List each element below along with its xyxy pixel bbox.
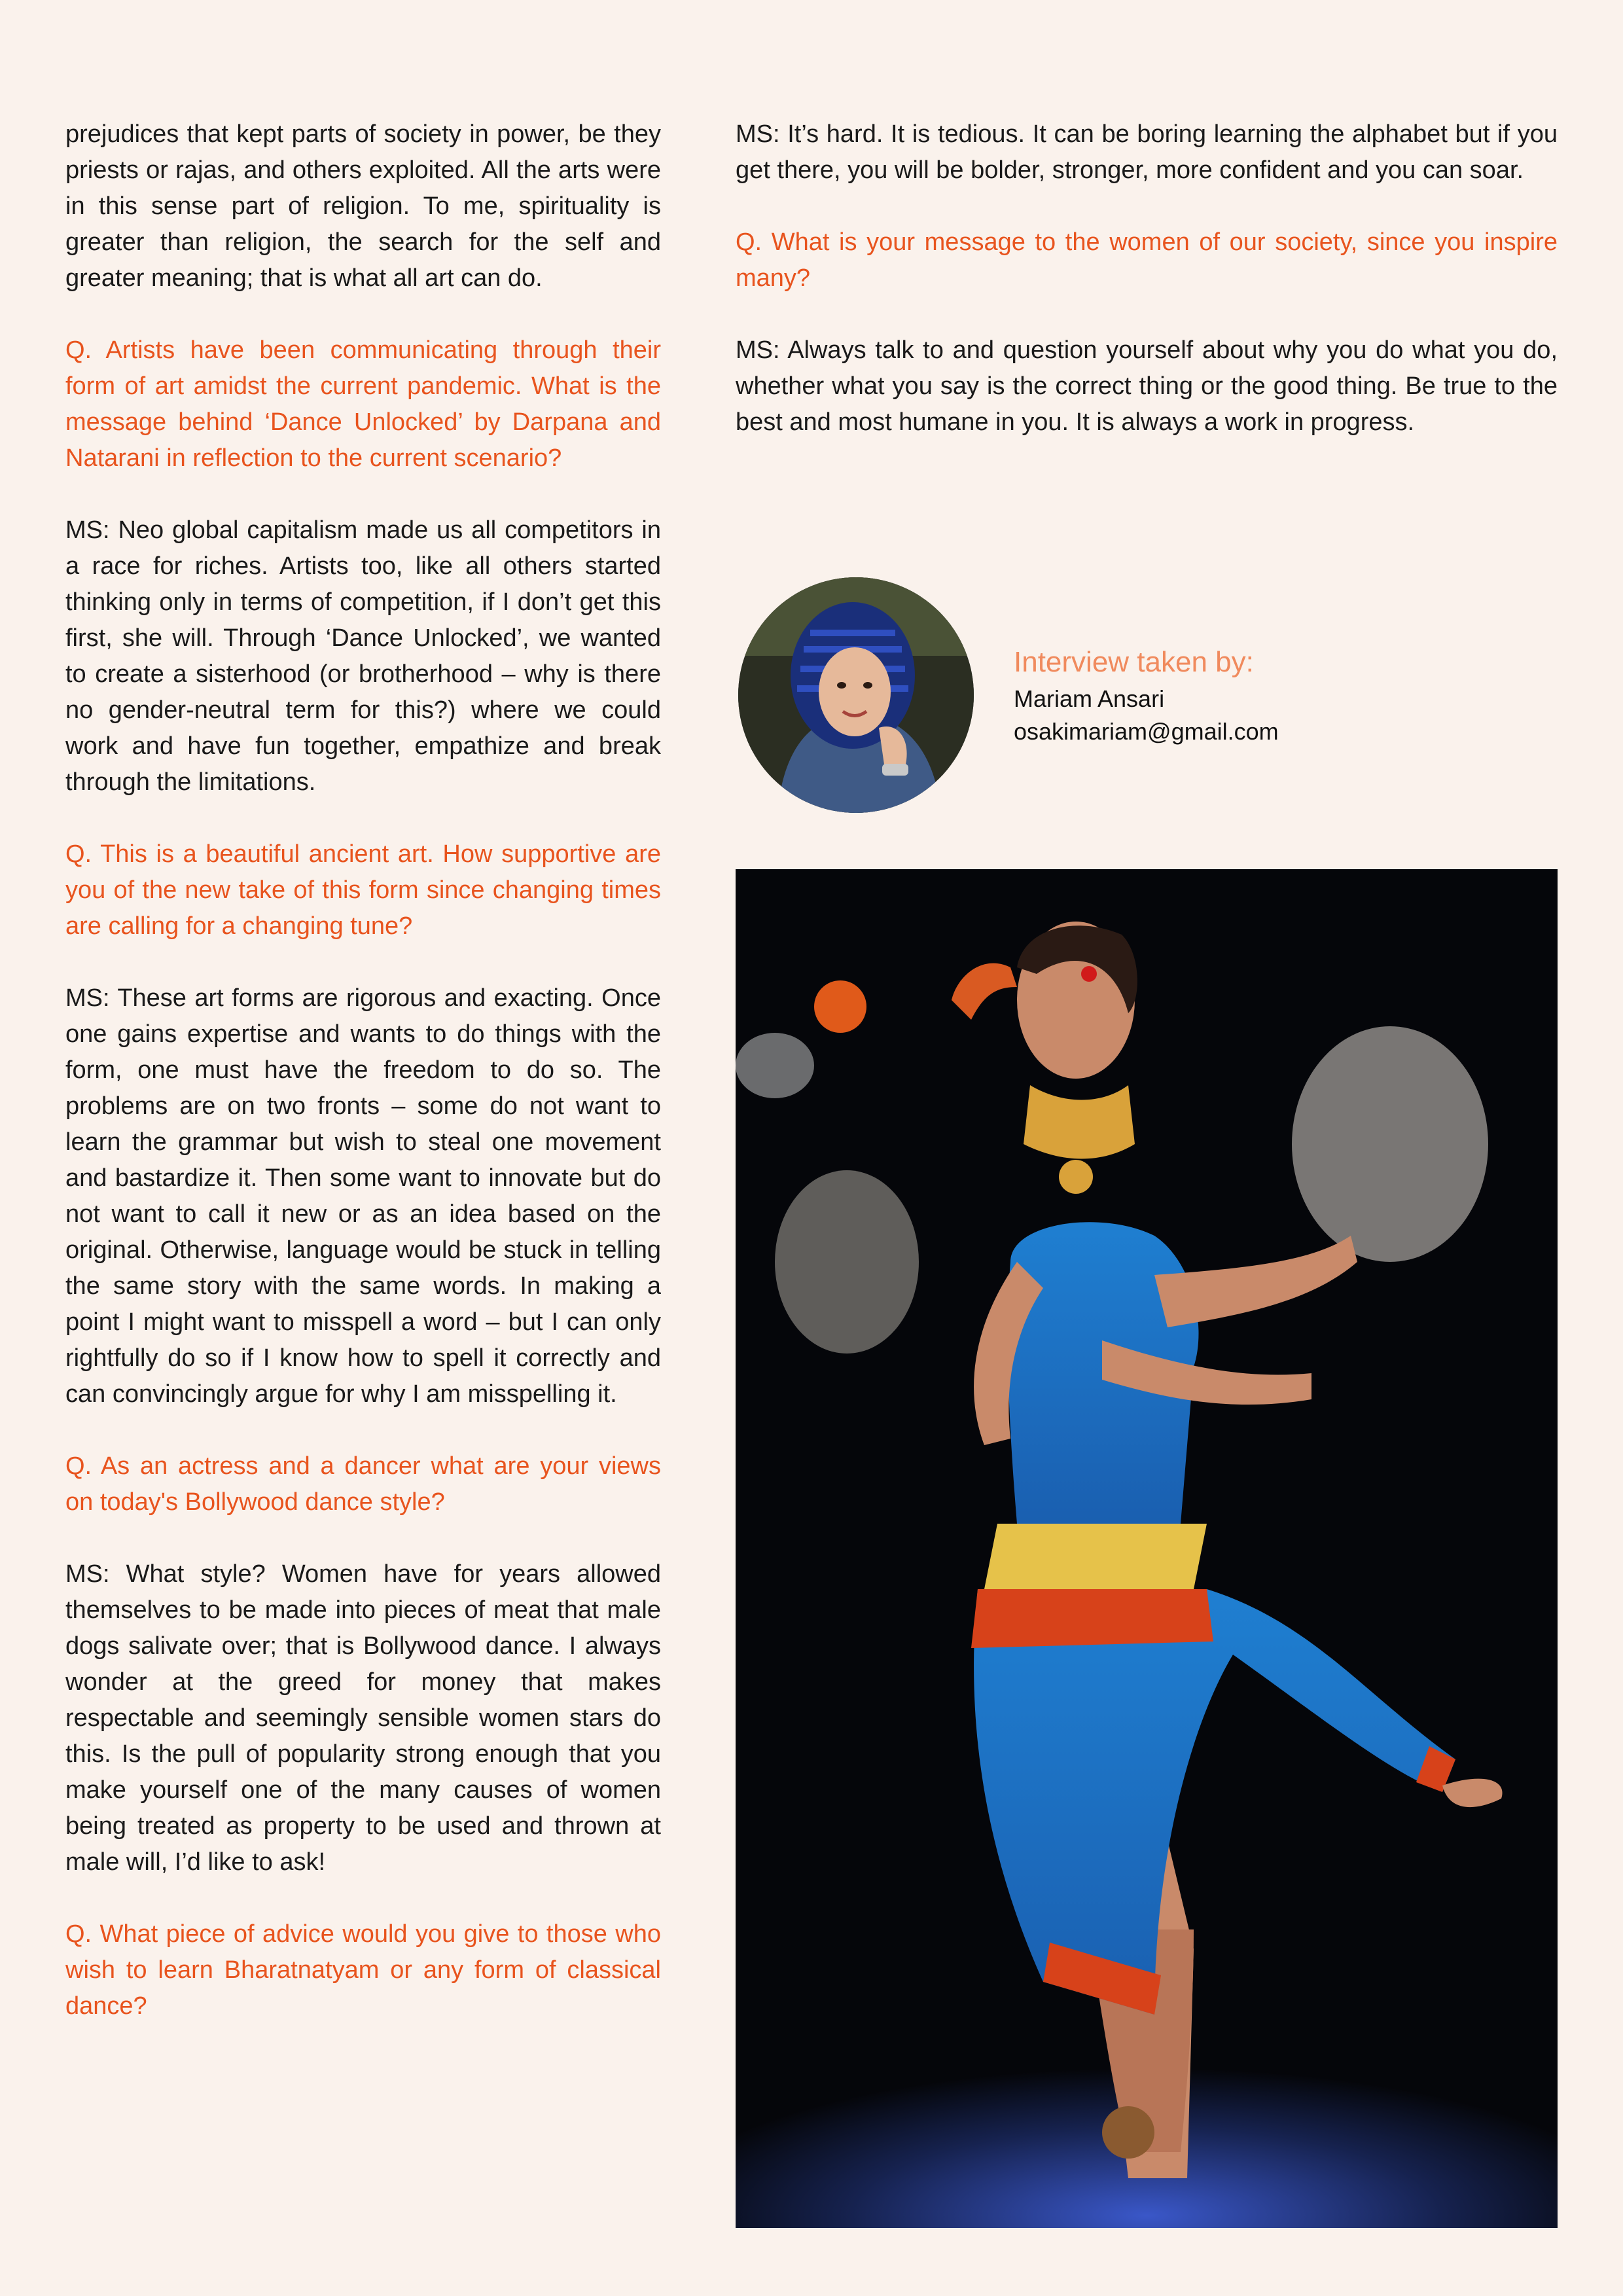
right-column <box>736 117 1558 440</box>
interviewer-avatar <box>738 577 974 813</box>
question-paragraph: Q. Artists have been communicating through their form of art amidst the current pandemic. What is the message behind ‘Dance Unlocked’ by Darpana and Natarani in reflection to the current scenario? <box>65 336 661 472</box>
interviewer-heading: Interview taken by: <box>1014 646 1254 678</box>
question-paragraph: Q. What piece of advice would you give to those who wish to learn Bharatnatyam or any form of classical dance? <box>65 1920 661 2020</box>
question-paragraph: Q. What is your message to the women of our society, since you inspire many? <box>736 228 1558 292</box>
answer-paragraph: MS: What style? Women have for years allowed themselves to be made into pieces of meat that male dogs salivate over; that is Bollywood dance. I always wonder at the greed for money that makes respectable and seemingly sensible women stars do this. Is the pull of popularity strong enough that you make yourself one of the many causes of women being treated as property to be used and thrown at male will, I’d like to ask! <box>65 1560 661 1876</box>
answer-paragraph: MS: Always talk to and question yourself about why you do what you do, whether what you say is the correct thing or the good thing. Be true to the best and most humane in you. It is always a work in progress. <box>736 336 1558 436</box>
dancer-photo <box>736 869 1558 2228</box>
interviewer-email: osakimariam@gmail.com <box>1014 718 1279 745</box>
interviewer-name: Mariam Ansari <box>1014 685 1165 712</box>
answer-paragraph: MS: Neo global capitalism made us all competitors in a race for riches. Artists too, like all others started thinking only in terms of competition, if I don’t get this first, she will. Through ‘Dance Unlocked’, we wanted to create a sisterhood (or brotherhood – why is there no gender-neutral term for this?) where we could work and have fun together, empathize and break through the limitations. <box>65 516 661 796</box>
answer-paragraph: MS: It’s hard. It is tedious. It can be boring learning the alphabet but if you get there, you will be bolder, stronger, more confident and you can soar. <box>736 120 1558 184</box>
left-column <box>65 117 661 2024</box>
interviewer-credit <box>736 575 1558 817</box>
answer-paragraph: MS: These art forms are rigorous and exacting. Once one gains expertise and wants to do things with the form, one must have the freedom to do so. The problems are on two fronts – some do not want to learn the grammar but wish to steal one movement and bastardize it. Then some want to innovate but do not want to call it new or as an idea based on the original. Otherwise, language would be stuck in telling the same story with the same words. In making a point I might want to misspell a word – but I can only rightfully do so if I know how to spell it correctly and can convincingly argue for why I am misspelling it. <box>65 984 661 1408</box>
answer-paragraph: prejudices that kept parts of society in power, be they priests or rajas, and others exploited. All the arts were in this sense part of religion. To me, spirituality is greater than religion, the search for the self and greater meaning; that is what all art can do. <box>65 120 661 292</box>
question-paragraph: Q. As an actress and a dancer what are your views on today's Bollywood dance style? <box>65 1452 661 1516</box>
question-paragraph: Q. This is a beautiful ancient art. How supportive are you of the new take of this form since changing times are calling for a changing tune? <box>65 840 661 940</box>
